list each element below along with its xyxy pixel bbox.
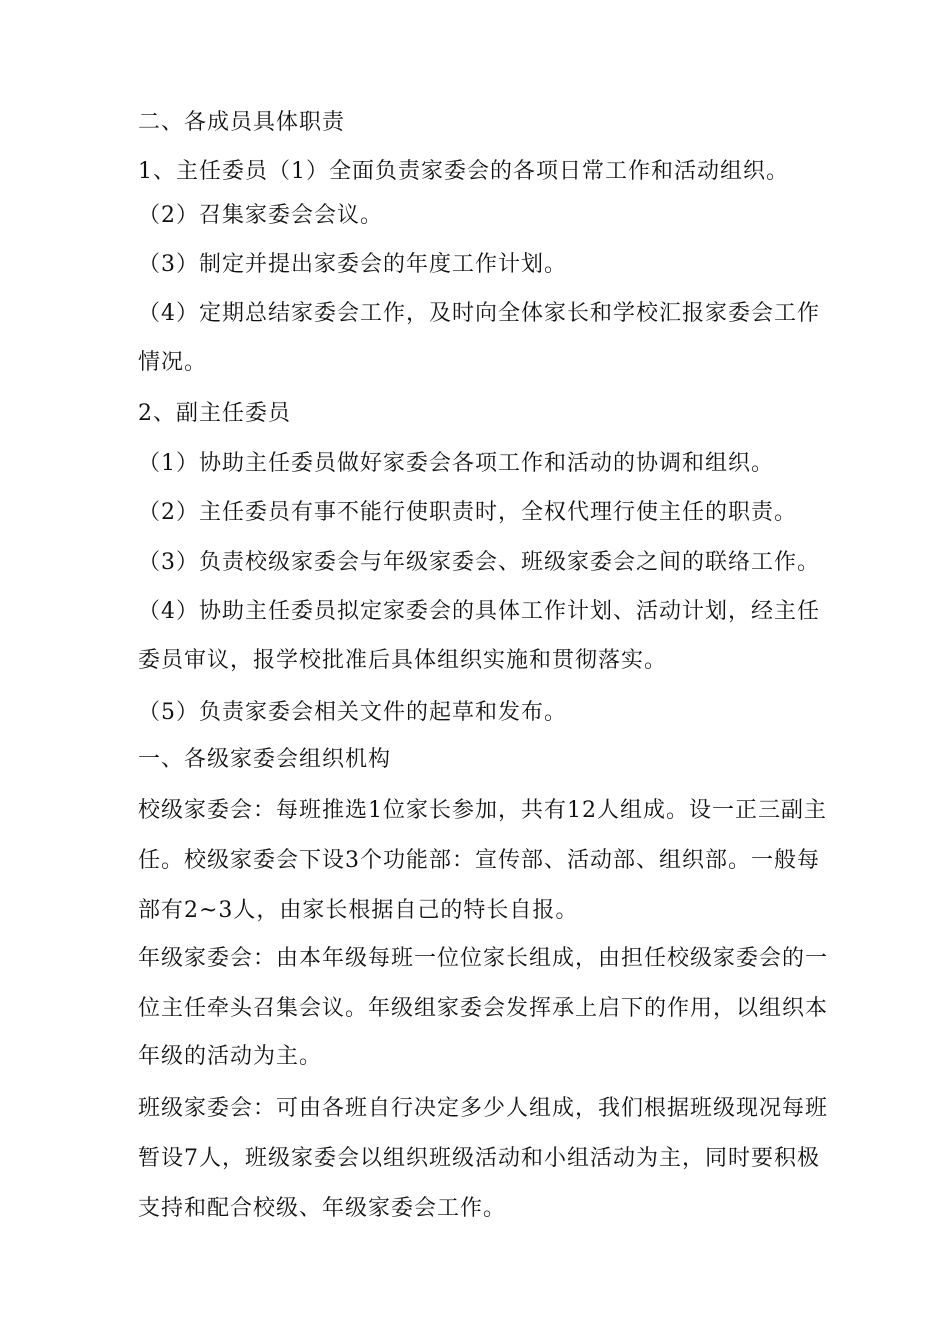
section-heading-member-duties: 二、各成员具体职责: [138, 110, 346, 135]
paragraph-line: （3）制定并提出家委会的年度工作计划。: [138, 252, 567, 277]
paragraph-line: （2）主任委员有事不能行使职责时，全权代理行使主任的职责。: [138, 500, 797, 525]
paragraph-line: 情况。: [138, 350, 208, 375]
paragraph-line: 1、主任委员（1）全面负责家委会的各项日常工作和活动组织。: [138, 159, 789, 184]
paragraph-line: 班级家委会：可由各班自行决定多少人组成，我们根据班级现况每班: [138, 1096, 829, 1121]
paragraph-line: （5）负责家委会相关文件的起草和发布。: [138, 700, 567, 725]
subheading-vice-chair: 2、副主任委员: [138, 401, 291, 426]
paragraph-line: 部有2~3人，由家长根据自己的特长自报。: [138, 898, 579, 923]
paragraph-line: 委员审议，报学校批准后具体组织实施和贯彻落实。: [138, 648, 668, 673]
paragraph-line: （4）协助主任委员拟定家委会的具体工作计划、活动计划，经主任: [138, 599, 820, 624]
paragraph-line: （4）定期总结家委会工作，及时向全体家长和学校汇报家委会工作: [138, 301, 820, 326]
paragraph-line: （3）负责校级家委会与年级家委会、班级家委会之间的联络工作。: [138, 550, 820, 575]
paragraph-line: 年级家委会：由本年级每班一位位家长组成，由担任校级家委会的一: [138, 946, 829, 971]
paragraph-line: 位主任牵头召集会议。年级组家委会发挥承上启下的作用，以组织本: [138, 996, 829, 1021]
paragraph-line: （1）协助主任委员做好家委会各项工作和活动的协调和组织。: [138, 451, 774, 476]
paragraph-line: 年级的活动为主。: [138, 1044, 323, 1069]
paragraph-line: 支持和配合校级、年级家委会工作。: [138, 1196, 507, 1221]
paragraph-line: 任。校级家委会下设3个功能部：宣传部、活动部、组织部。一般每: [138, 848, 820, 873]
paragraph-line: 校级家委会：每班推选1位家长参加，共有12人组成。设一正三副主: [138, 798, 827, 823]
paragraph-line: （2）召集家委会会议。: [138, 203, 383, 228]
section-heading-organization: 一、各级家委会组织机构: [138, 747, 392, 772]
paragraph-line: 暂设7人，班级家委会以组织班级活动和小组活动为主，同时要积极: [138, 1146, 820, 1171]
